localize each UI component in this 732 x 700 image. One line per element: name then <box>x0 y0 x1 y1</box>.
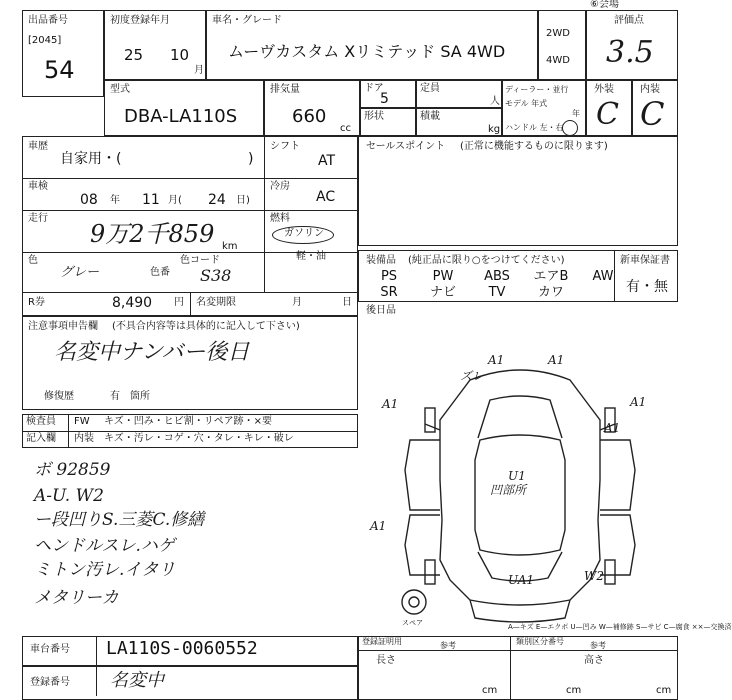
fw-items: キズ・凹み・ヒビ割・リペア跡・×要 <box>104 416 272 427</box>
model-year-label: モデル 年式 <box>505 99 548 108</box>
color-value: グレー <box>60 265 100 280</box>
class-label: 類別区分番号 <box>516 637 564 646</box>
transfer-day: 日 <box>342 297 352 308</box>
door-label: ドア <box>364 83 384 94</box>
lot-label: 出品番号 <box>28 15 68 26</box>
caution-label: 注意事項申告欄 <box>28 321 98 332</box>
inspect-month: 11 <box>142 192 160 208</box>
equipment-item: TV <box>488 285 506 300</box>
interior-label: 内装 <box>640 84 660 95</box>
inspector-label: 検査員 <box>26 416 56 427</box>
handwritten-line: A-U. W2 <box>34 486 104 506</box>
disp-label: 排気量 <box>270 84 300 95</box>
name-label: 車名・グレード <box>212 15 282 26</box>
inspect-month-unit: 月( <box>168 195 182 206</box>
km-unit: km <box>222 241 238 252</box>
warranty-label: 新車保証書 <box>620 255 670 266</box>
cap-unit: 人 <box>490 96 500 107</box>
equipment-item: SR <box>380 285 398 300</box>
reg-month-unit: 月 <box>194 65 204 76</box>
inspect-day: 24 <box>208 192 226 208</box>
fuel-label: 燃料 <box>270 213 290 224</box>
equipment-item: エアB <box>533 269 569 284</box>
color-no-label: 色番 <box>150 267 170 278</box>
shift-label: シフト <box>270 141 300 152</box>
equipment-label: 装備品 <box>366 255 396 266</box>
spare-label: スペア <box>402 619 423 627</box>
recycle-label: R券 <box>28 297 45 308</box>
equipment-item: ナビ <box>429 285 456 300</box>
interior-items: キズ・汚レ・コゲ・穴・タレ・キレ・破レ <box>104 433 294 444</box>
equipment-item: PS <box>380 269 398 284</box>
mileage-value: 9万2千859 <box>90 220 215 248</box>
eval-label: 評価点 <box>614 15 644 26</box>
class-ref-label: 参考 <box>590 641 606 650</box>
transfer-month: 月 <box>292 297 302 308</box>
car-name: ムーヴカスタム Xリミテッド SA 4WD <box>228 42 506 61</box>
length-label: 長さ <box>376 655 396 666</box>
warranty-value: 有・無 <box>626 279 668 295</box>
top-right-mark: ⑥会場 <box>590 0 619 10</box>
drive-4wd: 4WD <box>546 55 570 66</box>
color-code-label: 色コード <box>180 255 220 266</box>
ac-label: 冷房 <box>270 181 290 192</box>
diagram-mark: A1 <box>488 353 505 367</box>
recycle-yen: 円 <box>174 297 184 308</box>
use-value: 自家用・( <box>60 151 122 167</box>
diagram-mark: UA1 <box>508 573 535 587</box>
width-cm: cm <box>566 685 582 696</box>
sales-label: セールスポイント <box>366 141 446 152</box>
caution-text: 名変中ナンバー後日 <box>54 340 250 365</box>
inspect-label: 車検 <box>28 181 48 192</box>
reg-no-value: 名変中 <box>110 670 164 691</box>
height-label: 高さ <box>584 655 604 666</box>
recycle-amount: 8,490 <box>112 295 153 311</box>
reg-no-label: 登録番号 <box>30 677 70 688</box>
handwritten-line: ヘンドルスレ.ハゲ <box>34 536 175 556</box>
inspect-year: 08 <box>80 192 98 208</box>
reg-label: 初度登録年月 <box>110 15 170 26</box>
reg-year: 25 <box>124 46 144 64</box>
legend: A—キズ E—エクボ U—凹み W—補修跡 S—サビ C—腐食 ××—交換済 <box>508 623 732 631</box>
equipment-item: ABS <box>484 269 510 284</box>
mileage-label: 走行 <box>28 213 48 224</box>
equipment-item: カワ <box>537 285 564 300</box>
shift-value: AT <box>318 153 336 169</box>
diagram-mark: ズレ <box>460 369 485 383</box>
handle-label: ハンドル 左・右 <box>505 123 564 132</box>
dealer-label: ディーラー・並行 <box>505 85 569 94</box>
handwritten-line: ミトン汚レ.イタリ <box>34 560 176 580</box>
diagram-mark: U1 <box>508 469 526 483</box>
lot-sub: [2045] <box>28 35 62 46</box>
reg-no-box <box>22 666 358 700</box>
inspect-year-unit: 年 <box>110 195 120 206</box>
ac-value: AC <box>316 189 336 205</box>
shape-label: 形状 <box>364 111 384 122</box>
equipment-item: PW <box>432 269 454 284</box>
chassis-value: LA110S-0060552 <box>106 638 258 659</box>
drive-2wd: 2WD <box>546 28 570 39</box>
diagram-mark: A1 <box>630 395 647 409</box>
load-label: 積載 <box>420 111 440 122</box>
reg-month: 10 <box>170 46 190 64</box>
use-label: 車歴 <box>28 141 48 152</box>
cert-label: 登録証明用 <box>362 637 402 646</box>
handwritten-line: ボ 92859 <box>34 460 111 480</box>
use-close: ) <box>248 151 254 167</box>
eval-score: 3.5 <box>606 35 654 70</box>
model-value: DBA-LA110S <box>124 106 238 127</box>
record-label: 記入欄 <box>26 433 56 444</box>
fuel-diesel: 軽・油 <box>296 251 326 262</box>
load-unit: kg <box>488 124 501 135</box>
height-cm: cm <box>656 685 672 696</box>
disp-value: 660 <box>292 106 327 127</box>
color-code: S38 <box>200 266 232 285</box>
transfer-label: 名変期限 <box>196 297 236 308</box>
model-label: 型式 <box>110 84 130 95</box>
model-year-unit: 年 <box>572 109 580 118</box>
color-label: 色 <box>28 255 38 266</box>
handwritten-line: ー段凹りS.三菱C.修繕 <box>34 510 205 530</box>
equipment-hint: (純正品に限り○をつけてください) <box>408 255 565 266</box>
diagram-mark: W2 <box>584 569 604 583</box>
cert-ref-label: 参考 <box>440 641 456 650</box>
fuel-gas: ガソリン <box>284 228 324 239</box>
exterior-label: 外装 <box>594 84 614 95</box>
handwritten-line: メタリーカ <box>34 588 119 608</box>
diagram-mark: A1 <box>548 353 565 367</box>
diagram-mark: A1 <box>382 397 399 411</box>
diagram-mark: 凹部所 <box>490 483 527 497</box>
inspect-day-unit: 日) <box>236 195 250 206</box>
door-value: 5 <box>380 91 389 107</box>
exterior-grade: C <box>596 97 619 132</box>
cap-label: 定員 <box>420 83 440 94</box>
length-cm: cm <box>482 685 498 696</box>
fw-label: FW <box>74 416 90 427</box>
repair-value: 有 <box>110 391 120 402</box>
caution-hint: (不具合内容等は具体的に記入して下さい) <box>112 321 300 332</box>
after-label: 後日品 <box>366 305 396 316</box>
diagram-mark: A1 <box>604 421 621 435</box>
repair-label: 修復歴 <box>44 391 74 402</box>
repair-part: 箇所 <box>130 391 150 402</box>
lot-number: 54 <box>44 56 75 84</box>
sales-hint: (正常に機能するものに限ります) <box>460 141 608 152</box>
interior-grade: C <box>640 95 665 133</box>
interior-label-row: 内装 <box>74 433 94 444</box>
disp-unit: cc <box>340 123 351 134</box>
equipment-item: AW <box>592 269 614 284</box>
chassis-label: 車台番号 <box>30 644 70 655</box>
diagram-mark: A1 <box>370 519 387 533</box>
